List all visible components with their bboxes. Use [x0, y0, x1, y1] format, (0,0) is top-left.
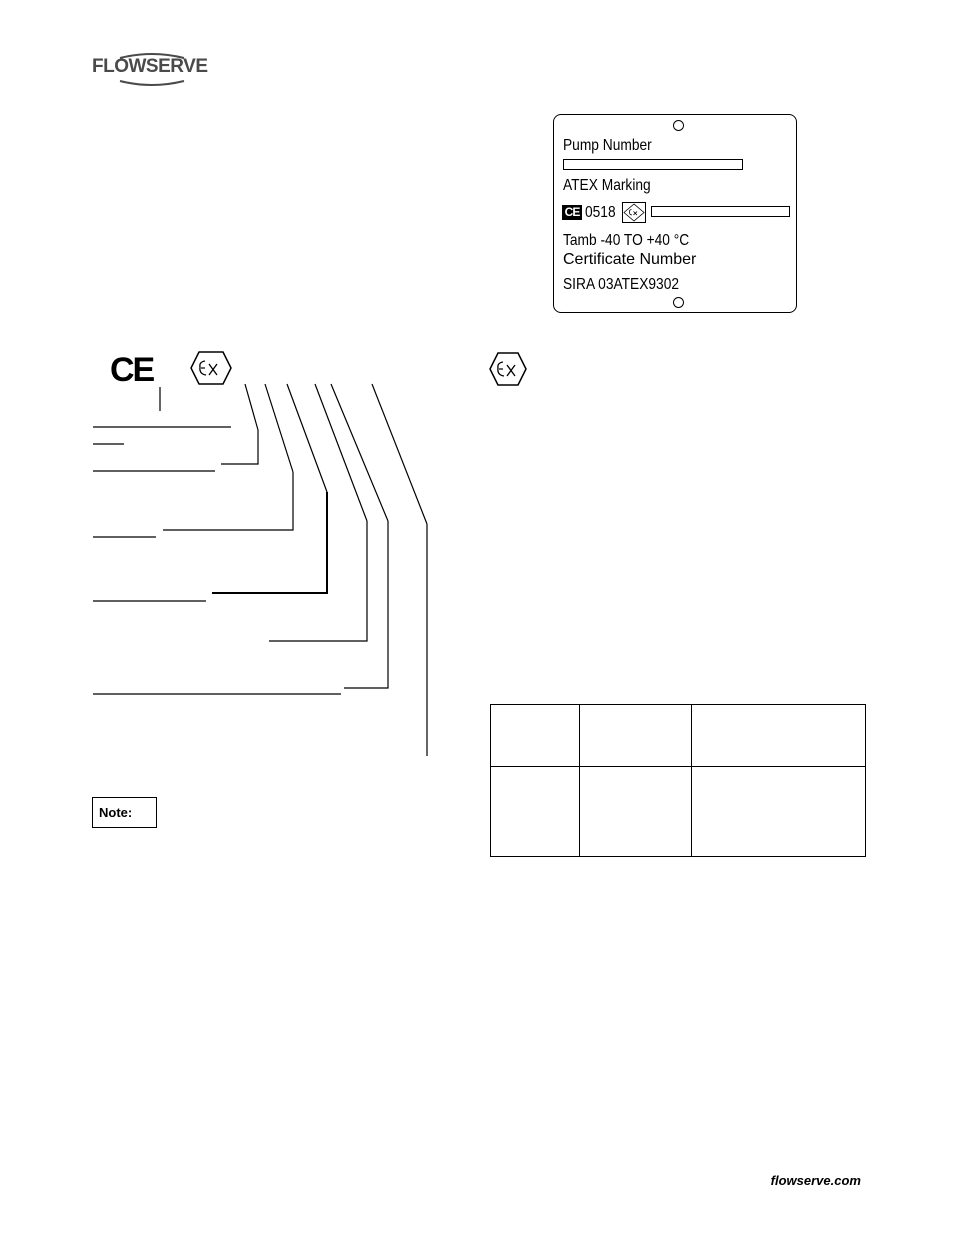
footer-url[interactable]: flowserve.com: [770, 1173, 861, 1188]
table-cell: [491, 767, 580, 857]
table-cell: [580, 767, 692, 857]
table-cell: [580, 705, 692, 767]
certificate-number-value: SIRA 03ATEX9302: [563, 276, 680, 293]
atex-marking-label: ATEX Marking: [563, 177, 651, 194]
table-row: [491, 705, 866, 767]
table-row: [491, 767, 866, 857]
notified-body-number: 0518: [585, 204, 616, 221]
ex-hexagon-right-icon: [490, 353, 526, 385]
ce-mark: CE: [110, 351, 154, 389]
table-cell: [692, 767, 866, 857]
ex-hexagon-icon: [191, 352, 231, 384]
table-cell: [491, 705, 580, 767]
marking-table: [490, 704, 866, 857]
note-label: Note:: [92, 797, 157, 828]
logo-text: FLOWSERVE: [92, 56, 208, 77]
table-cell: [692, 705, 866, 767]
ce-mark-small: CE: [562, 205, 582, 220]
pump-number-label: Pump Number: [563, 137, 652, 154]
ambient-temperature: Tamb -40 TO +40 °C: [563, 232, 690, 249]
certificate-number-label: Certificate Number: [563, 251, 697, 268]
